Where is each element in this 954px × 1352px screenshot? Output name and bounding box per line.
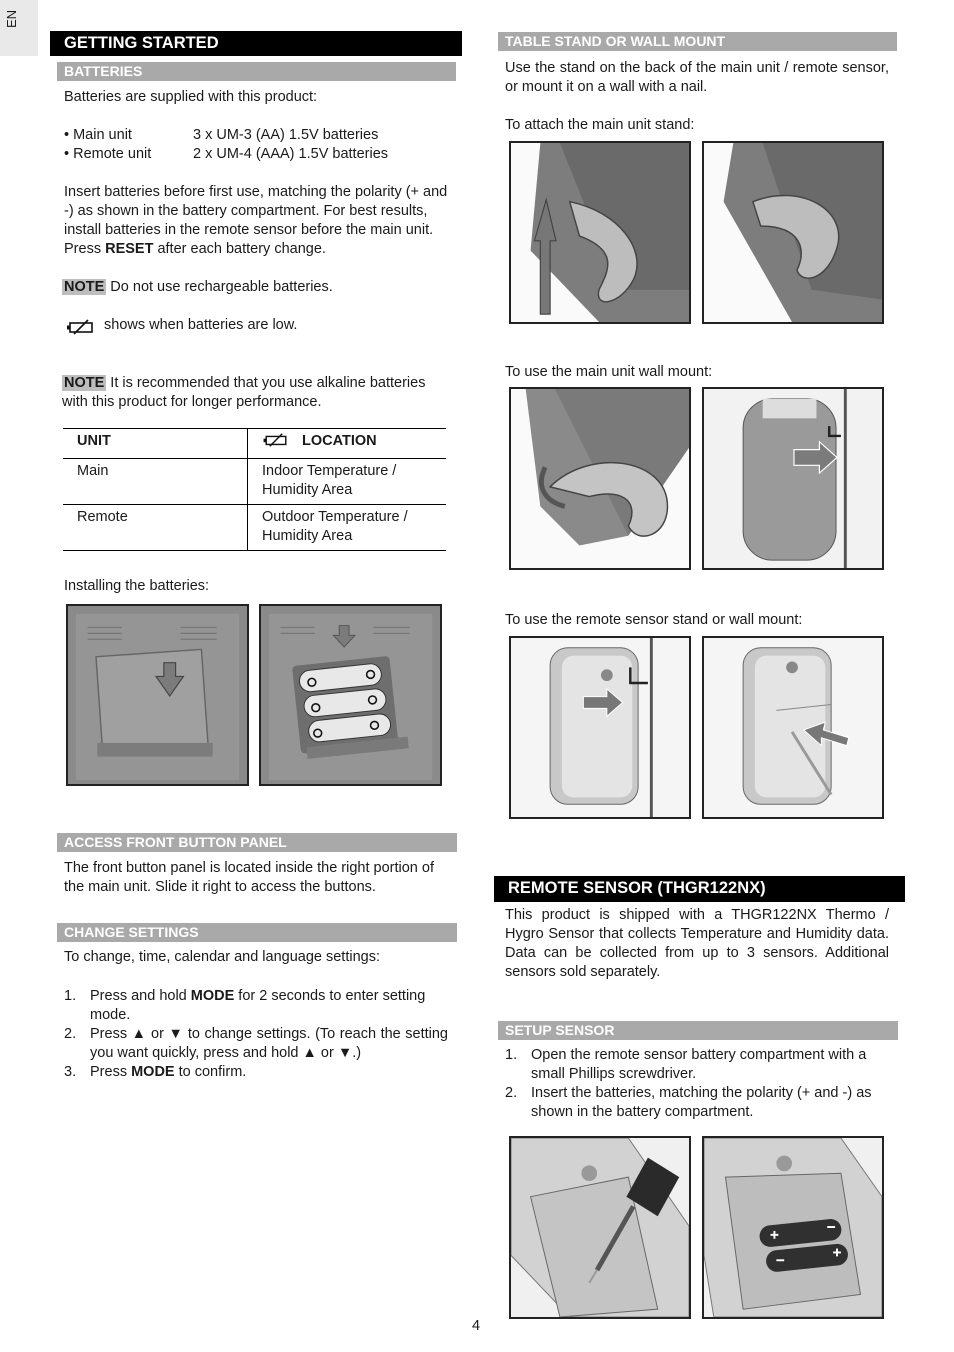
language-tab	[0, 0, 38, 56]
getting-started-heading: GETTING STARTED	[50, 31, 462, 56]
access-panel-heading: ACCESS FRONT BUTTON PANEL	[57, 833, 457, 852]
step-text: Insert the batteries, matching the polarity (+ and -) as shown in the battery compartment.	[531, 1085, 872, 1120]
step-text: or	[316, 1045, 338, 1061]
battery-list	[64, 126, 454, 164]
remote-wall-mount-illustration	[509, 636, 691, 819]
insert-text-a: Insert batteries before first use, matching the polarity (+ and -) as shown in the battery compartment. For best results, install batteries in the remote sensor before the main unit. Press	[64, 184, 448, 257]
attach-stand-illustration-1	[509, 141, 691, 324]
insert-batteries-text	[64, 183, 454, 259]
step-text: to confirm.	[174, 1064, 247, 1080]
note-label: NOTE	[64, 375, 105, 391]
list-item	[505, 1084, 891, 1122]
step-number: 1.	[64, 988, 77, 1004]
table-cell-unit: Main	[63, 459, 248, 505]
col-location-header	[248, 429, 447, 459]
reset-label: RESET	[105, 241, 154, 257]
step-text: Press and hold	[90, 988, 191, 1004]
battery-cover-illustration	[66, 604, 249, 786]
step-number: 3.	[64, 1064, 77, 1080]
battery-low-icon	[262, 432, 290, 454]
battery-low-text: shows when batteries are low.	[104, 317, 298, 333]
open-sensor-illustration	[509, 1136, 691, 1319]
remote-stand-text: To use the remote sensor stand or wall mount:	[505, 612, 803, 628]
battery-unit: • Main unit	[64, 127, 132, 143]
step-text: .)	[352, 1045, 362, 1061]
table-header-row	[63, 429, 446, 459]
setup-sensor-steps	[505, 1046, 891, 1122]
attach-stand-text: To attach the main unit stand:	[505, 117, 695, 133]
up-arrow-icon: ▲	[302, 1045, 317, 1061]
battery-low-icon	[66, 318, 96, 336]
battery-location-table	[63, 428, 446, 551]
table-row	[63, 505, 446, 551]
note-text: Do not use rechargeable batteries.	[106, 279, 333, 295]
wall-mount-illustration-2	[702, 387, 884, 570]
stand-heading: TABLE STAND OR WALL MOUNT	[498, 32, 897, 51]
step-text: Press	[90, 1026, 132, 1042]
mode-label: MODE	[131, 1064, 175, 1080]
wall-mount-illustration-1	[509, 387, 691, 570]
location-line: Humidity Area	[262, 528, 353, 544]
step-text: or	[146, 1026, 169, 1042]
setup-sensor-heading: SETUP SENSOR	[498, 1021, 898, 1040]
location-line: Outdoor Temperature /	[262, 509, 408, 525]
batteries-inserted-illustration	[259, 604, 442, 786]
change-settings-heading: CHANGE SETTINGS	[57, 923, 457, 942]
note-text: It is recommended that you use alkaline batteries with this product for longer performance.	[62, 375, 426, 410]
list-item	[64, 1025, 448, 1063]
access-panel-text: The front button panel is located inside the right portion of the main unit. Slide it right to access the buttons.	[64, 860, 434, 895]
remote-stand-illustration	[702, 636, 884, 819]
note-alkaline	[62, 374, 454, 412]
page-number: 4	[472, 1318, 481, 1334]
down-arrow-icon: ▼	[168, 1026, 184, 1042]
step-number: 1.	[505, 1047, 518, 1063]
batteries-intro: Batteries are supplied with this product:	[64, 89, 318, 105]
step-text: Press	[90, 1064, 132, 1080]
note-rechargeable	[62, 278, 454, 297]
insert-text-b: after each battery change.	[153, 241, 326, 257]
remote-sensor-heading: REMOTE SENSOR (THGR122NX)	[494, 876, 905, 902]
down-arrow-icon: ▼	[337, 1045, 353, 1061]
list-item	[64, 987, 448, 1025]
step-number: 2.	[64, 1026, 77, 1042]
battery-unit: • Remote unit	[64, 146, 152, 162]
battery-spec: 3 x UM-3 (AA) 1.5V batteries	[193, 127, 379, 143]
remote-sensor-text: This product is shipped with a THGR122NX Thermo / Hygro Sensor that collects Temperature and Humidity data. Data can be collected from up to 3 sensors. Additional sensors sold separately.	[505, 907, 889, 980]
up-arrow-icon: ▲	[131, 1026, 147, 1042]
step-text: Open the remote sensor battery compartment with a small Phillips screwdriver.	[531, 1047, 867, 1082]
batteries-heading: BATTERIES	[57, 62, 456, 81]
table-cell-location	[248, 459, 447, 505]
change-settings-intro: To change, time, calendar and language settings:	[64, 949, 380, 965]
step-text: for 2 seconds to enter setting mode.	[90, 988, 426, 1023]
location-line: Humidity Area	[262, 482, 353, 498]
battery-item-remote	[64, 145, 454, 164]
table-row	[63, 459, 446, 505]
list-item	[64, 1063, 448, 1082]
wall-mount-text: To use the main unit wall mount:	[505, 364, 713, 380]
step-text: to change settings. (To reach the setting you want quickly, press and hold	[90, 1026, 448, 1061]
language-label: EN	[4, 9, 19, 28]
battery-item-main	[64, 126, 454, 145]
mode-label: MODE	[190, 988, 235, 1004]
attach-stand-illustration-2	[702, 141, 884, 324]
stand-intro: Use the stand on the back of the main unit / remote sensor, or mount it on a wall with a nail.	[505, 60, 889, 95]
installing-text: Installing the batteries:	[64, 578, 210, 594]
list-item	[505, 1046, 891, 1084]
battery-spec: 2 x UM-4 (AAA) 1.5V batteries	[193, 146, 389, 162]
col-unit-header: UNIT	[63, 429, 248, 459]
table-cell-location	[248, 505, 447, 551]
location-line: Indoor Temperature /	[262, 463, 397, 479]
sensor-batteries-illustration	[702, 1136, 884, 1319]
step-number: 2.	[505, 1085, 518, 1101]
note-label: NOTE	[64, 279, 105, 295]
change-settings-steps	[64, 987, 448, 1082]
table-cell-unit: Remote	[63, 505, 248, 551]
location-label: LOCATION	[302, 433, 377, 449]
